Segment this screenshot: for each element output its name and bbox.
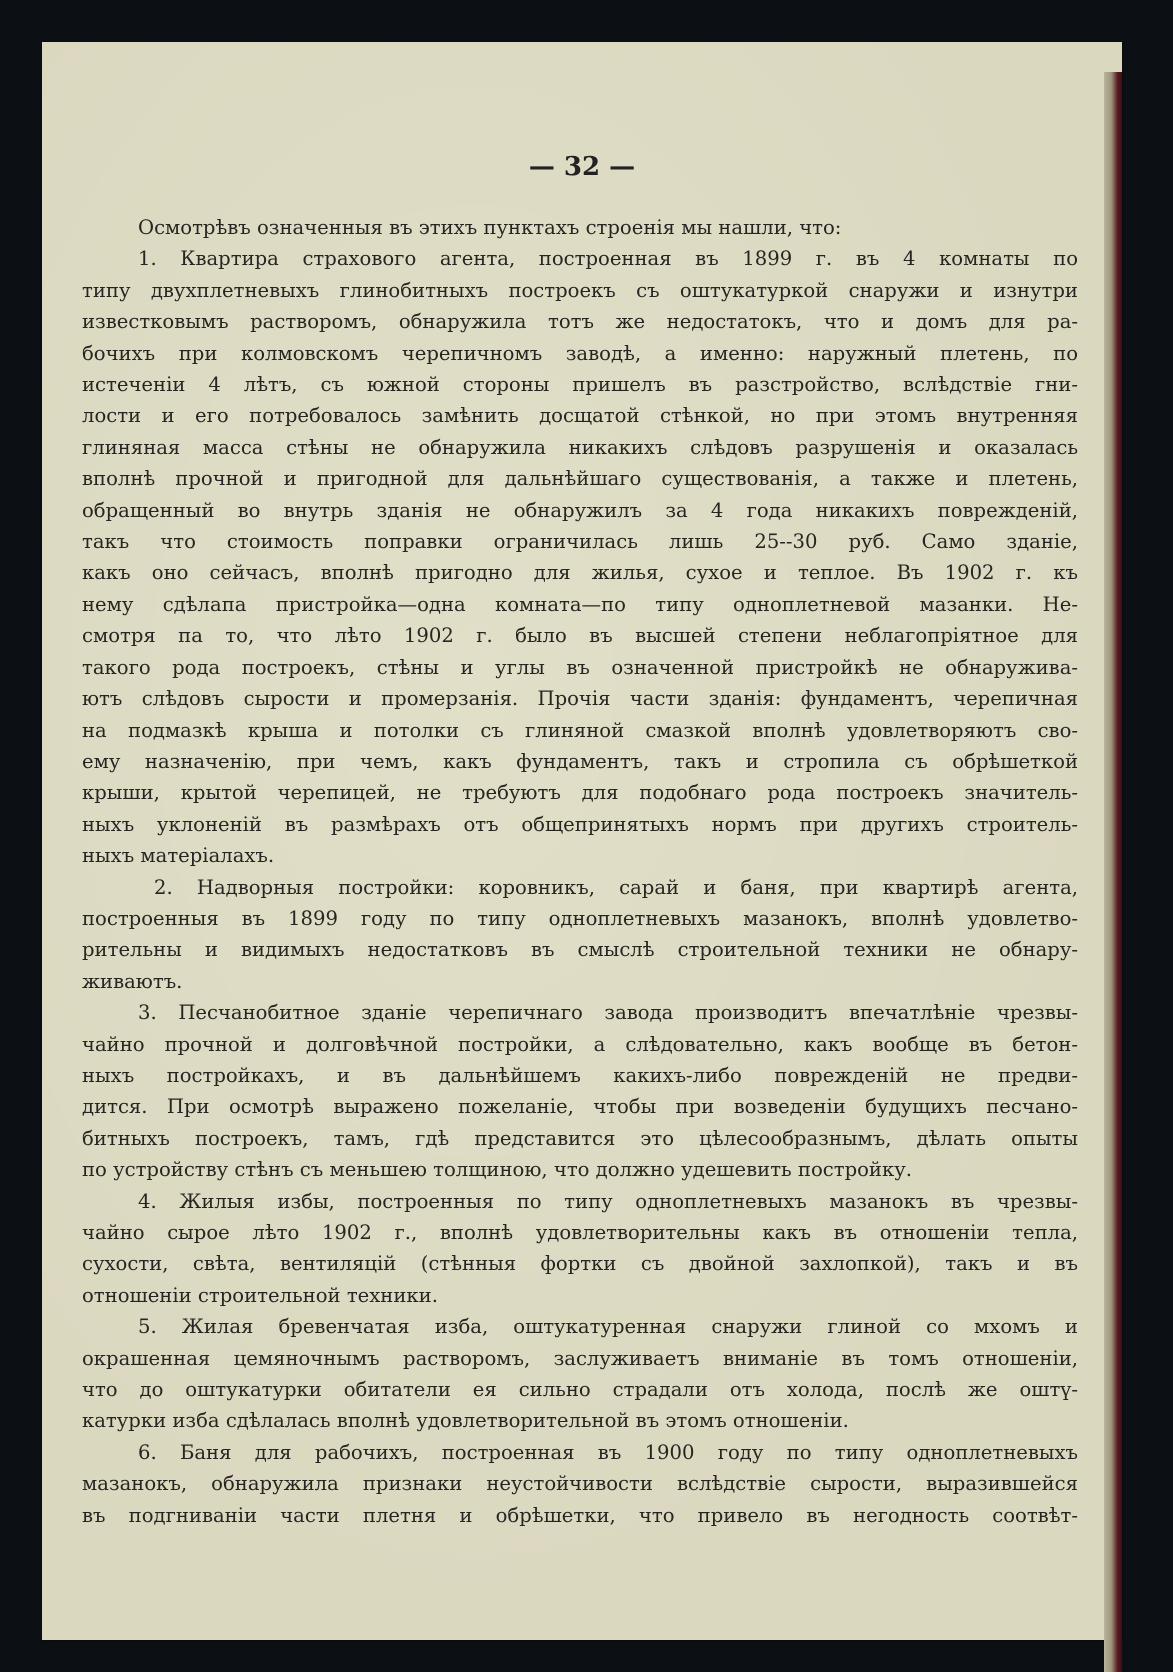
text-line: по устройству стѣнъ съ меньшею толщиною, что должно удешевить постройку. — [82, 1158, 912, 1182]
text-line: катурки изба сдѣлалась вполнѣ удовлетворительной въ этомъ отношеніи. — [82, 1409, 849, 1433]
text-line: 4. Жилыя избы, построенныя по типу одноплетневыхъ мазанокъ въ чрезвы- — [138, 1189, 1078, 1213]
text-line: истеченіи 4 лѣтъ, съ южной стороны пришелъ въ разстройство, вслѣдствіе гни- — [82, 373, 1078, 397]
paragraph-6 — [82, 1437, 1078, 1531]
paragraph-3 — [82, 997, 1078, 1185]
paragraph-1 — [82, 243, 1078, 871]
paragraph-2 — [82, 872, 1078, 998]
text-line: 3. Песчанобитное зданіе черепичнаго завода производитъ впечатлѣніе чрезвы- — [138, 1001, 1078, 1025]
text-line: отношеніи строительной техники. — [82, 1283, 438, 1307]
text-line: 1. Квартира страхового агента, построенная въ 1899 г. въ 4 комнаты по — [138, 247, 1078, 271]
text-line: ютъ слѣдовъ сырости и промерзанія. Прочія части зданія: фундаментъ, черепичная — [82, 687, 1078, 711]
text-line: чайно прочной и долговѣчной постройки, а слѣдовательно, какъ вообще въ бетон- — [82, 1032, 1078, 1056]
text-line: ныхъ уклоненій въ размѣрахъ отъ общепринятыхъ нормъ при другихъ строитель- — [82, 812, 1078, 836]
text-line: известковымъ растворомъ, обнаружила тотъ же недостатокъ, что и домъ для ра- — [82, 310, 1078, 334]
text-line: дится. При осмотрѣ выражено пожеланіе, чтобы при возведеніи будущихъ песчано- — [82, 1095, 1078, 1119]
text-line: 6. Баня для рабочихъ, построенная въ 1900 году по типу одноплетневыхъ — [138, 1440, 1078, 1464]
text-line: ему назначенію, при чемъ, какъ фундаментъ, такъ и стропила съ обрѣшеткой — [82, 749, 1078, 773]
text-line: битныхъ построекъ, тамъ, гдѣ представится это цѣлесообразнымъ, дѣлать опыты — [82, 1126, 1078, 1150]
text-line: окрашенная цемяночнымъ растворомъ, заслуживаетъ вниманіе въ томъ отношеніи, — [82, 1346, 1078, 1370]
text-line: Осмотрѣвъ означенныя въ этихъ пунктахъ строенія мы нашли, что: — [138, 216, 842, 239]
text-line: ныхъ матеріалахъ. — [82, 844, 275, 868]
book-page — [42, 42, 1122, 1640]
paragraph-5 — [82, 1311, 1078, 1437]
text-line: такого рода построекъ, стѣны и углы въ означенной пристройкѣ не обнаружива- — [82, 655, 1078, 679]
text-line: 2. Надворныя постройки: коровникъ, сарай и баня, при квартирѣ агента, — [154, 875, 1078, 899]
text-line: живаютъ. — [82, 969, 183, 993]
text-line: бочихъ при колмовскомъ черепичномъ заводѣ, а именно: наружный плетень, по — [82, 341, 1078, 365]
page-text — [82, 212, 1078, 1531]
text-line: типу двухплетневыхъ глинобитныхъ построекъ съ оштукатуркой снаружи и изнутри — [82, 278, 1078, 302]
text-line: смотря па то, что лѣто 1902 г. было въ высшей степени неблагопріятное для — [82, 624, 1078, 648]
page-number: — 32 — — [528, 152, 636, 182]
page-edge-binding — [1104, 72, 1122, 1672]
text-line: лости и его потребовалось замѣнить досщатой стѣнкой, но при этомъ внутренняя — [82, 404, 1078, 428]
text-line: обращенный во внутрь зданія не обнаружилъ за 4 года никакихъ поврежденій, — [82, 498, 1078, 522]
text-line: что до оштукатурки обитатели ея сильно страдали отъ холода, послѣ же оштү- — [82, 1378, 1078, 1402]
paragraph-4 — [82, 1186, 1078, 1312]
text-line: мазанокъ, обнаружила признаки неустойчивости вслѣдствіе сырости, выразившейся — [82, 1472, 1078, 1496]
text-line: вполнѣ прочной и пригодной для дальнѣйшаго существованія, а также и плетень, — [82, 467, 1078, 491]
text-line: какъ оно сейчасъ, вполнѣ пригодно для жилья, сухое и теплое. Въ 1902 г. къ — [82, 561, 1078, 585]
text-line: на подмазкѣ крыша и потолки съ глиняной смазкой вполнѣ удовлетворяютъ сво- — [82, 718, 1078, 742]
intro-sentence — [82, 212, 1078, 243]
text-line: глиняная масса стѣны не обнаружила никакихъ слѣдовъ разрушенія и оказалась — [82, 435, 1078, 459]
text-line: нему сдѣлапа пристройка—одна комната—по типу одноплетневой мазанки. Не- — [82, 592, 1078, 616]
text-line: крыши, крытой черепицей, не требуютъ для подобнаго рода построекъ значитель- — [82, 781, 1078, 805]
text-line: рительны и видимыхъ недостатковъ въ смыслѣ строительной техники не обнару- — [82, 938, 1078, 962]
text-line: ныхъ постройкахъ, и въ дальнѣйшемъ какихъ-либо поврежденій не предви- — [82, 1063, 1078, 1087]
text-line: такъ что стоимость поправки ограничилась лишь 25--30 руб. Само зданіе, — [82, 530, 1078, 554]
text-line: въ подгниваніи части плетня и обрѣшетки, что привело въ негодность соотвѣт- — [82, 1503, 1078, 1527]
text-line: 5. Жилая бревенчатая изба, оштукатуренная снаружи глиной со мхомъ и — [138, 1315, 1078, 1339]
text-line: сухости, свѣта, вентиляцій (стѣнныя фортки съ двойной захлопкой), такъ и въ — [82, 1252, 1078, 1276]
text-line: построенныя въ 1899 году по типу одноплетневыхъ мазанокъ, вполнѣ удовлетво- — [82, 906, 1078, 930]
text-line: чайно сырое лѣто 1902 г., вполнѣ удовлетворительны какъ въ отношеніи тепла, — [82, 1221, 1078, 1244]
